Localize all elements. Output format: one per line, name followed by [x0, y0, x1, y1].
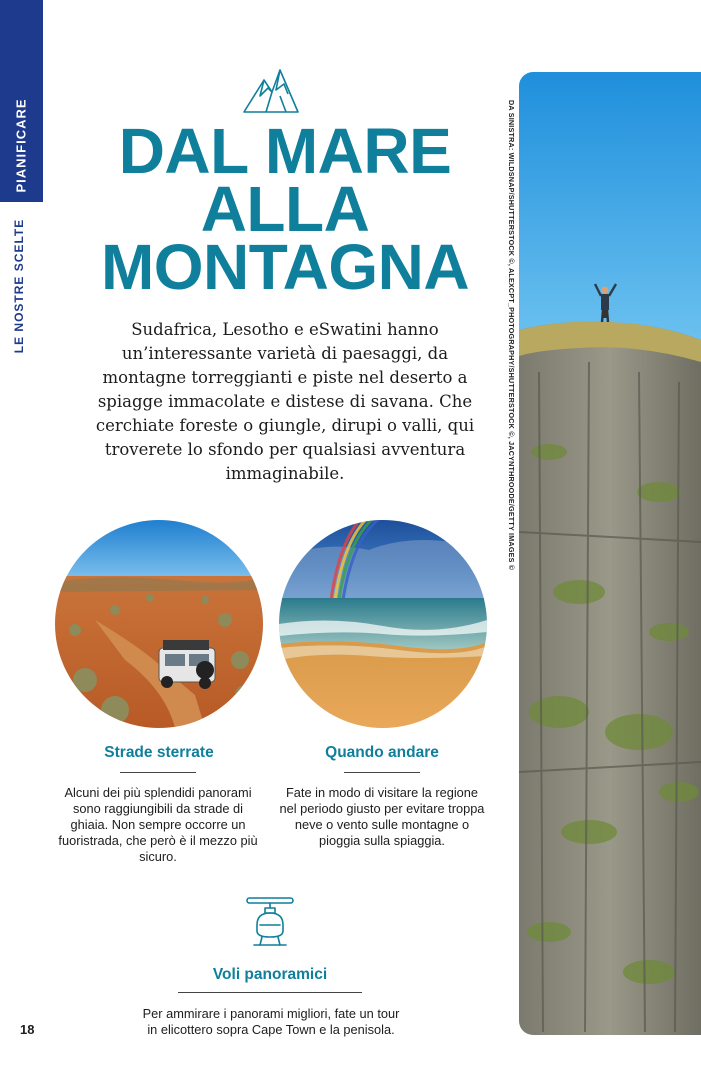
title-line-2: ALLA [200, 173, 370, 245]
section-tab-label: PIANIFICARE [13, 98, 29, 193]
title-line-3: MONTAGNA [100, 231, 470, 303]
section-body-scenic-flights: Per ammirare i panorami migliori, fate un tour in elicottero sopra Cape Town e la penisola. [142, 1006, 400, 1037]
section-divider [178, 992, 362, 993]
title-line-1: DAL MARE [118, 115, 452, 187]
section-body-dirt-roads: Alcuni dei più splendidi panorami sono raggiungibili da strade di ghiaia. Non sempre occorre un fuoristrada, che però è il mezzo più sicuro. [58, 785, 258, 864]
dirt-road-photo [55, 520, 263, 728]
subsection-label: LE NOSTRE SCELTE [12, 218, 26, 354]
page-number: 18 [20, 1022, 35, 1037]
section-tab [0, 0, 43, 202]
helicopter-icon [245, 895, 295, 951]
section-divider [344, 772, 420, 773]
section-title-dirt-roads: Strade sterrate [104, 744, 214, 761]
photo-credit [506, 100, 516, 571]
intro-paragraph: Sudafrica, Lesotho e eSwatini hanno un’interessante varietà di paesaggi, da montagne torreggianti e piste nel deserto a spiagge immacolate e distese di savana. Che cerchiate foreste o giungle, dirupi o valli, qui troverete lo sfondo per qualsiasi avventura immaginabile. [95, 320, 475, 483]
cliff-photo [519, 72, 701, 1035]
section-title-when-to-go: Quando andare [325, 744, 439, 761]
section-title-scenic-flights: Voli panoramici [212, 966, 328, 983]
section-body-when-to-go: Fate in modo di visitare la regione nel periodo giusto per evitare troppa neve o vento sulle montagne o pioggia sulla spiaggia. [279, 785, 485, 848]
mountain-icon [242, 66, 300, 116]
photo-credit-text: DA SINISTRA: WILDSNAP/SHUTTERSTOCK ©, ALEXCPT_PHOTOGRAPHY/SHUTTERSTOCK ©, JACYNTHROODE/GETTY IMAGES © [507, 100, 516, 571]
beach-rainbow-photo [279, 520, 487, 728]
section-divider [120, 772, 196, 773]
page-title [70, 115, 500, 303]
